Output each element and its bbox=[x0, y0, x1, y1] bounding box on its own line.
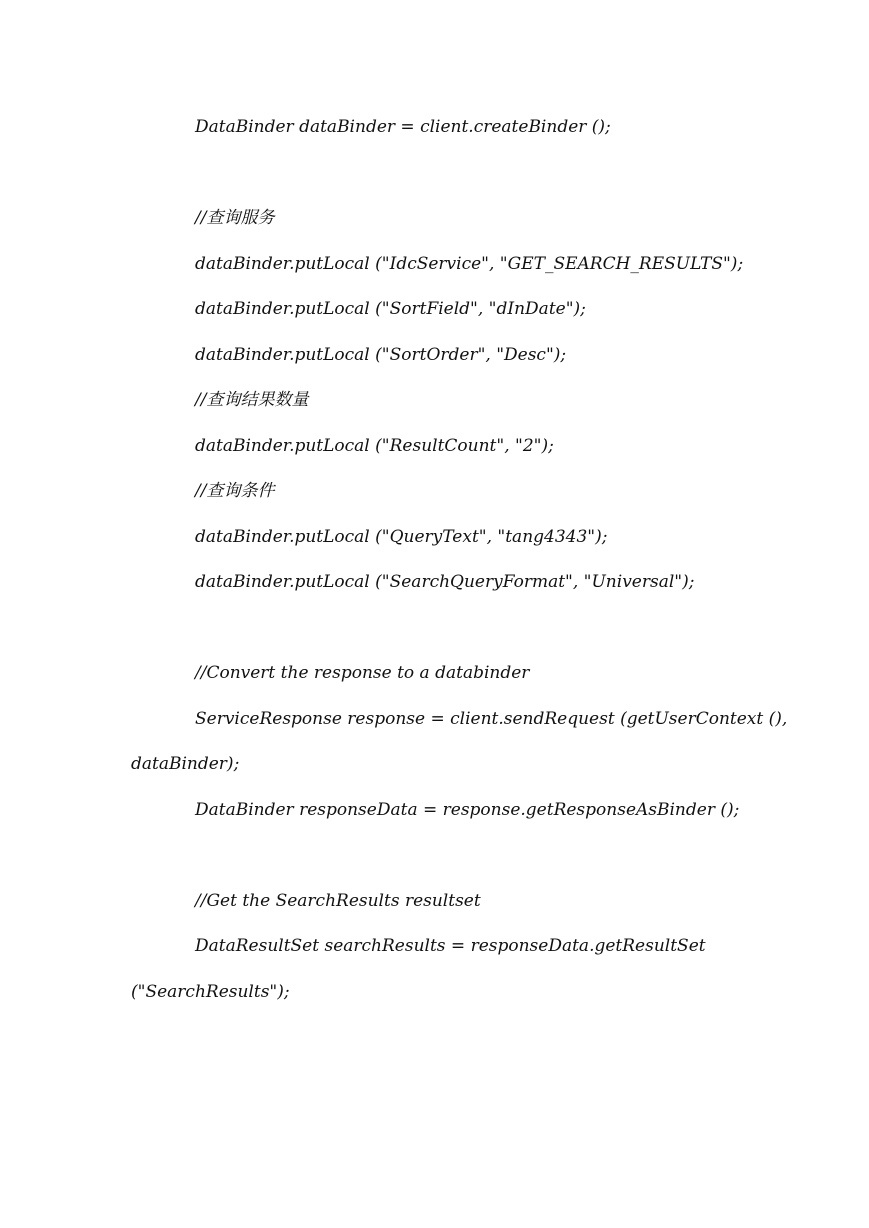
code-line-result-count: dataBinder.putLocal ("ResultCount", "2"); bbox=[195, 436, 554, 456]
comment-get-search-results: //Get the SearchResults resultset bbox=[195, 891, 481, 911]
code-line-get-result-set: DataResultSet searchResults = responseData.getResultSet bbox=[195, 936, 706, 956]
code-line-send-request: ServiceResponse response = client.sendRequest (getUserContext (), bbox=[195, 709, 788, 729]
comment-query-condition: //查询条件 bbox=[195, 481, 275, 501]
code-line-idc-service: dataBinder.putLocal ("IdcService", "GET_SEARCH_RESULTS"); bbox=[195, 254, 744, 274]
code-line-sort-order: dataBinder.putLocal ("SortOrder", "Desc"); bbox=[195, 345, 567, 365]
code-line-sort-field: dataBinder.putLocal ("SortField", "dInDate"); bbox=[195, 299, 586, 319]
code-line-send-request-continued: dataBinder); bbox=[131, 754, 240, 774]
code-line-create-binder: DataBinder dataBinder = client.createBinder (); bbox=[195, 117, 611, 137]
code-line-response-data: DataBinder responseData = response.getResponseAsBinder (); bbox=[195, 800, 740, 820]
comment-query-service: //查询服务 bbox=[195, 208, 275, 228]
code-line-get-result-set-continued: ("SearchResults"); bbox=[131, 982, 290, 1002]
code-line-search-query-format: dataBinder.putLocal ("SearchQueryFormat", "Universal"); bbox=[195, 572, 695, 592]
comment-result-count: //查询结果数量 bbox=[195, 390, 309, 410]
comment-convert-response: //Convert the response to a databinder bbox=[195, 663, 530, 683]
code-line-query-text: dataBinder.putLocal ("QueryText", "tang4343"); bbox=[195, 527, 608, 547]
